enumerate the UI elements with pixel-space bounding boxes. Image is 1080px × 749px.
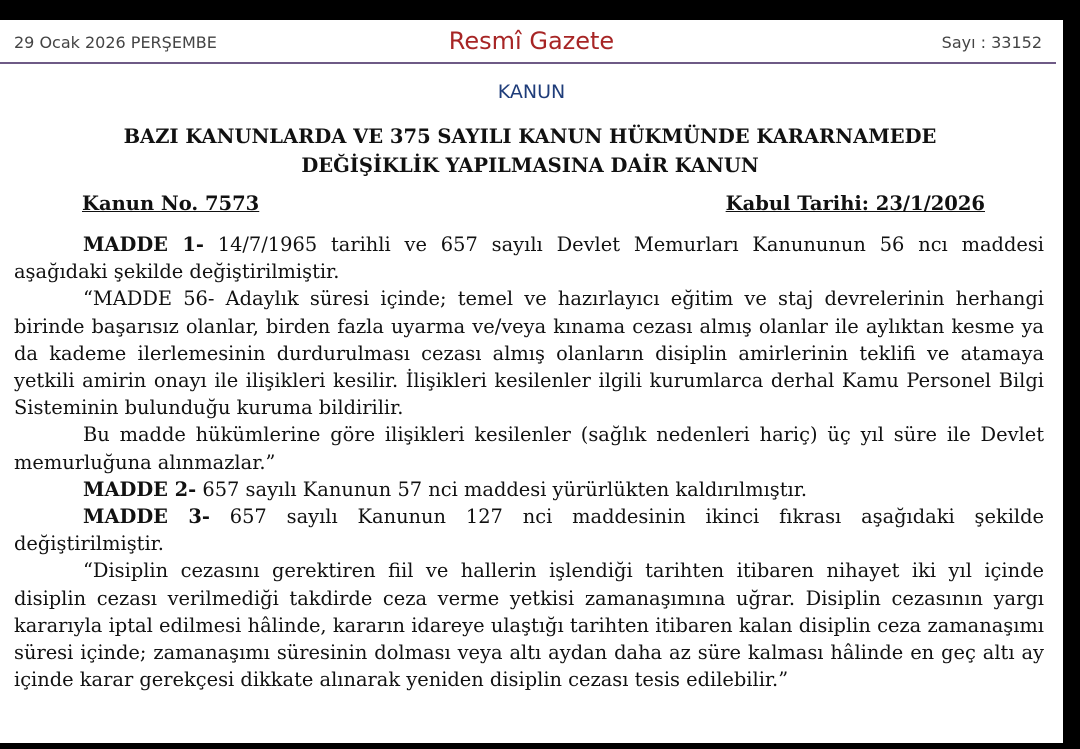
issue-number: Sayı : 33152 bbox=[941, 33, 1042, 52]
paragraph-text: Bu madde hükümlerine göre ilişikleri kesilenler (sağlık nedenleri hariç) üç yıl süre ile Devlet memurluğuna alınmazlar.” bbox=[14, 423, 1044, 474]
law-title-line-2: DEĞİŞİKLİK YAPILMASINA DAİR KANUN bbox=[301, 154, 759, 177]
screen-edge bbox=[1063, 0, 1080, 749]
article-label: MADDE 2- bbox=[83, 477, 197, 501]
quoted-paragraph bbox=[14, 557, 1044, 693]
article-paragraph bbox=[14, 503, 1044, 557]
law-title-line-1: BAZI KANUNLARDA VE 375 SAYILI KANUN HÜKMÜNDE KARARNAMEDE bbox=[123, 125, 937, 148]
header-divider bbox=[0, 62, 1056, 64]
law-title bbox=[60, 122, 1000, 180]
header-date: 29 Ocak 2026 PERŞEMBE bbox=[14, 33, 217, 52]
page-header bbox=[0, 20, 1063, 64]
gazette-page bbox=[0, 20, 1063, 743]
article-label: MADDE 3- bbox=[83, 505, 210, 529]
publication-title: Resmî Gazete bbox=[448, 27, 615, 55]
paragraph-text: 14/7/1965 tarihli ve 657 sayılı Devlet Memurları Kanununun 56 ncı maddesi aşağıdaki şekilde değiştirilmiştir. bbox=[14, 233, 1044, 284]
quoted-paragraph bbox=[14, 421, 1044, 475]
adoption-date: Kabul Tarihi: 23/1/2026 bbox=[725, 192, 985, 215]
article-paragraph bbox=[14, 231, 1044, 285]
quoted-paragraph bbox=[14, 285, 1044, 421]
paragraph-text: “Disiplin cezasını gerektiren fiil ve hallerin işlendiği tarihten itibaren nihayet iki yıl içinde disiplin cezası verilmediği takdirde ceza verme yetkisi zamanaşımına uğrar. Disiplin cezasının yargı kararıyla iptal edilmesi hâlinde, kararın idareye ulaştığı tarihten itibaren kalan disiplin ceza zamanaşımı süresi içinde; zamanaşımı süresinin dolması veya altı aydan daha az süre kalması hâlinde en geç altı ay içinde karar gerekçesi dikkate alınarak yeniden disiplin cezası tesis edilebilir.” bbox=[14, 559, 1044, 692]
paragraph-text: “MADDE 56- Adaylık süresi içinde; temel ve hazırlayıcı eğitim ve staj devrelerinin herhangi birinde başarısız olanlar, birden fazla uyarma ve/veya kınama cezası almış olanlar ile aylıktan kesme ya da kademe ilerlemesinin durdurulması cezası almış olanların disiplin amirlerinin teklifi ve atamaya yetkili amirin onayı ile ilişikleri kesilir. İlişikleri kesilenler ilgili kurumlarca derhal Kamu Personel Bilgi Sisteminin bulunduğu kuruma bildirilir. bbox=[14, 287, 1044, 420]
paragraph-text: 657 sayılı Kanunun 127 nci maddesinin ikinci fıkrası aşağıdaki şekilde değiştirilmiştir. bbox=[14, 505, 1044, 556]
law-body bbox=[14, 231, 1044, 693]
document-type: KANUN bbox=[497, 81, 566, 103]
article-label: MADDE 1- bbox=[83, 233, 204, 256]
article-paragraph bbox=[14, 476, 1044, 503]
paragraph-text: 657 sayılı Kanunun 57 nci maddesi yürürlükten kaldırılmıştır. bbox=[196, 477, 808, 501]
law-number: Kanun No. 7573 bbox=[82, 192, 260, 215]
